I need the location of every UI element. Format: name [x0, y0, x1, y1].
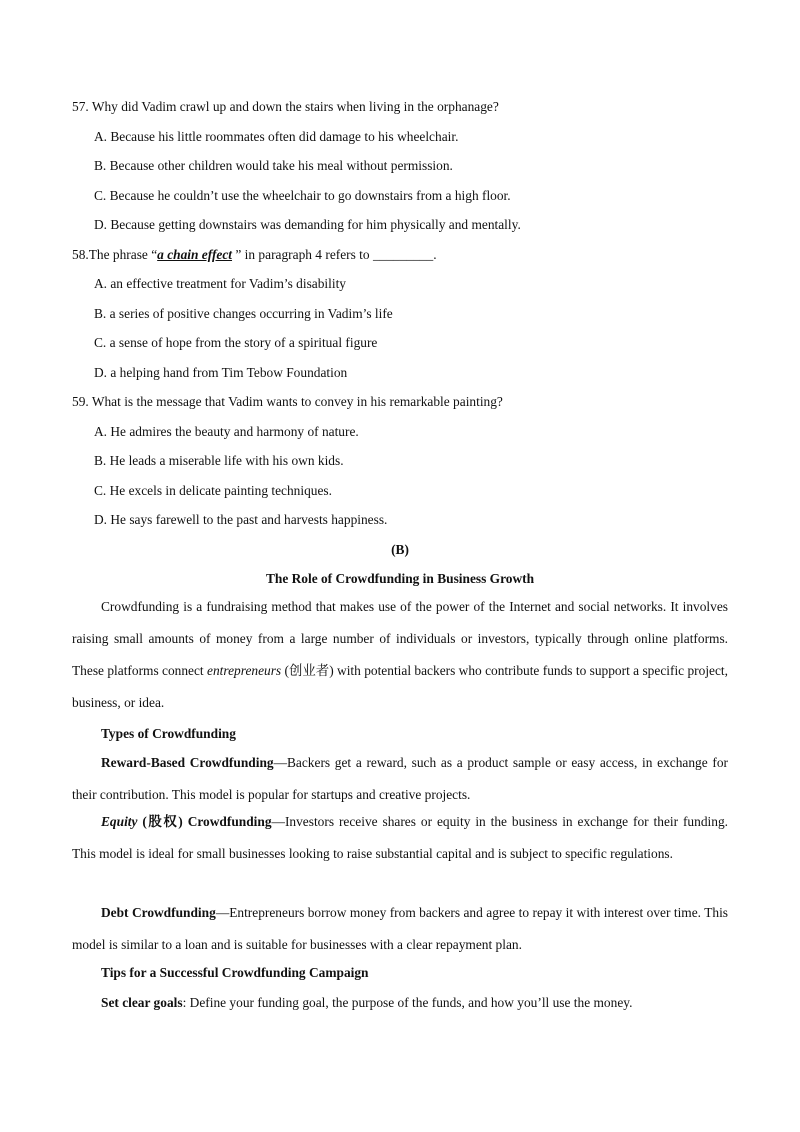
intro-chinese-gloss: (创业者)	[281, 663, 338, 678]
intro-text-2: with potential backers who contribute funds to support a specific project, business, or idea.	[72, 663, 728, 710]
question-57-stem: 57. Why did Vadim crawl up and down the stairs when living in the orphanage?	[72, 99, 499, 114]
question-58-stem	[72, 247, 437, 263]
question-59-option-c: C. He excels in delicate painting techniques.	[94, 483, 332, 498]
question-57-option-d: D. Because getting downstairs was demanding for him physically and mentally.	[94, 217, 521, 232]
equity-paragraph	[72, 806, 728, 870]
question-59-option-b: B. He leads a miserable life with his own kids.	[94, 453, 344, 468]
question-59-stem: 59. What is the message that Vadim wants to convey in his remarkable painting?	[72, 394, 503, 409]
equity-text: —Investors receive shares or equity in the business in exchange for their funding. This model is ideal for small businesses looking to raise substantial capital and is subject to specific regulations.	[72, 814, 728, 861]
equity-chinese-gloss: (股权)	[137, 814, 188, 829]
section-label: (B)	[391, 542, 409, 557]
tip-1	[101, 995, 632, 1011]
question-59-option-d: D. He says farewell to the past and harvests happiness.	[94, 512, 388, 527]
debt-text: —Entrepreneurs borrow money from backers and agree to repay it with interest over time. This model is similar to a loan and is suitable for businesses with a clear repayment plan.	[72, 905, 728, 952]
tips-heading: Tips for a Successful Crowdfunding Campaign	[101, 965, 369, 980]
question-58-stem-suffix: ” in paragraph 4 refers to _________.	[232, 247, 437, 262]
debt-term: Debt Crowdfunding	[101, 905, 216, 920]
reward-paragraph	[72, 747, 728, 811]
question-58-option-c: C. a sense of hope from the story of a spiritual figure	[94, 335, 378, 350]
question-58-option-b: B. a series of positive changes occurring in Vadim’s life	[94, 306, 393, 321]
question-57-option-b: B. Because other children would take his meal without permission.	[94, 158, 453, 173]
question-57-option-a: A. Because his little roommates often did damage to his wheelchair.	[94, 129, 459, 144]
debt-paragraph	[72, 897, 728, 961]
question-59-option-a: A. He admires the beauty and harmony of nature.	[94, 424, 359, 439]
question-57-option-c: C. Because he couldn’t use the wheelchair to go downstairs from a high floor.	[94, 188, 511, 203]
question-58-stem-prefix: 58.The phrase “	[72, 247, 158, 262]
intro-paragraph	[72, 591, 728, 719]
question-58-phrase: a chain effect	[157, 247, 233, 262]
tip-1-term: Set clear goals	[101, 995, 183, 1010]
question-58-option-d: D. a helping hand from Tim Tebow Foundation	[94, 365, 348, 380]
types-heading: Types of Crowdfunding	[101, 726, 236, 741]
reward-text: —Backers get a reward, such as a product sample or easy access, in exchange for their contribution. This model is popular for startups and creative projects.	[72, 755, 728, 802]
equity-term-2: Crowdfunding	[187, 814, 272, 829]
section-title: The Role of Crowdfunding in Business Growth	[265, 571, 535, 586]
intro-text-1: Crowdfunding is a fundraising method that makes use of the power of the Internet and social networks. It involves raising small amounts of money from a large number of individuals or investors, typically through online platforms. These platforms connect	[72, 599, 728, 678]
intro-italic-term: entrepreneurs	[207, 663, 282, 678]
tip-1-text: : Define your funding goal, the purpose of the funds, and how you’ll use the money.	[182, 995, 633, 1010]
question-58-option-a: A. an effective treatment for Vadim’s disability	[94, 276, 346, 291]
reward-term: Reward-Based Crowdfunding	[101, 755, 274, 770]
equity-term: Equity	[101, 814, 138, 829]
